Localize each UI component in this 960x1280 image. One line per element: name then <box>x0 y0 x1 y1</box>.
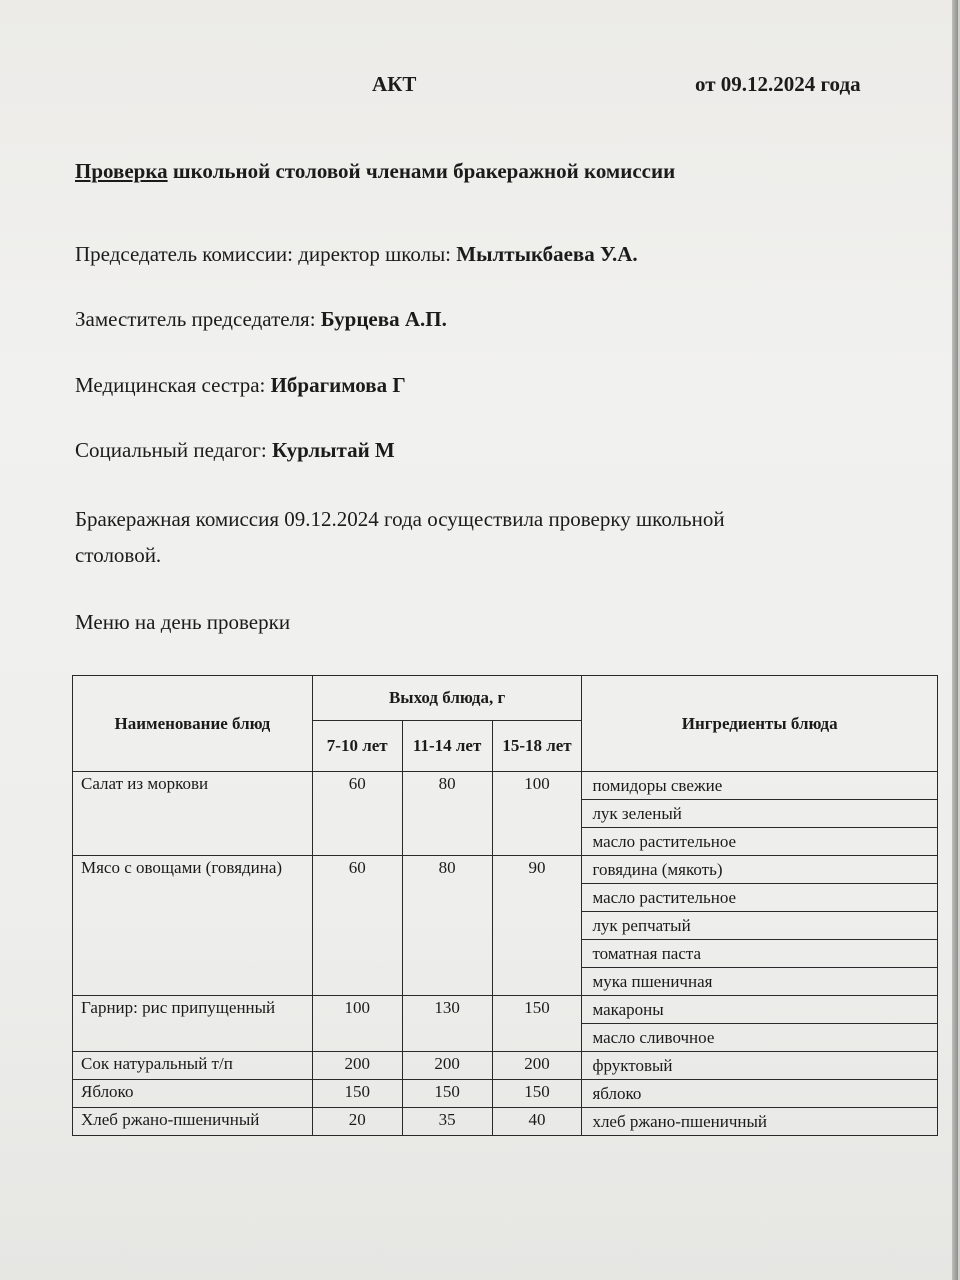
document-subject <box>75 159 675 184</box>
value-11-14: 130 <box>402 996 492 1052</box>
value-7-10: 60 <box>312 772 402 856</box>
member-nurse <box>75 373 406 398</box>
ingredient: мука пшеничная <box>592 972 713 991</box>
value-11-14: 80 <box>402 856 492 996</box>
table-row <box>73 996 938 1052</box>
dish-name: Яблоко <box>73 1080 313 1108</box>
ingredient: помидоры свежие <box>582 772 937 800</box>
value-15-18: 150 <box>492 996 582 1052</box>
ingredient: хлеб ржано-пшеничный <box>592 1112 768 1131</box>
value-11-14: 35 <box>402 1108 492 1136</box>
header-dish-name: Наименование блюд <box>73 676 313 772</box>
ingredients-cell <box>582 772 938 856</box>
table-row <box>73 856 938 996</box>
ingredient: говядина (мякоть) <box>582 856 937 884</box>
statement-line-1: Бракеражная комиссия 09.12.2024 года осуществила проверку школьной <box>75 507 725 531</box>
value-15-18: 100 <box>492 772 582 856</box>
ingredient: фруктовый <box>592 1056 673 1075</box>
document-title: АКТ <box>372 72 417 96</box>
ingredient: лук репчатый <box>582 912 937 940</box>
member-role: Заместитель председателя: <box>75 307 321 331</box>
value-15-18: 90 <box>492 856 582 996</box>
value-7-10: 150 <box>312 1080 402 1108</box>
header-age-15-18: 15-18 лет <box>492 721 582 772</box>
member-chairman <box>75 242 638 267</box>
value-11-14: 80 <box>402 772 492 856</box>
ingredient: масло растительное <box>582 884 937 912</box>
member-role: Социальный педагог: <box>75 438 272 462</box>
value-11-14: 150 <box>402 1080 492 1108</box>
value-11-14: 200 <box>402 1052 492 1080</box>
value-7-10: 200 <box>312 1052 402 1080</box>
ingredient: яблоко <box>592 1084 642 1103</box>
header-age-11-14: 11-14 лет <box>402 721 492 772</box>
subject-underlined: Проверка <box>75 159 168 183</box>
header-age-7-10: 7-10 лет <box>312 721 402 772</box>
ingredients-cell <box>582 1052 938 1080</box>
ingredient: томатная паста <box>582 940 937 968</box>
dish-name: Хлеб ржано-пшеничный <box>73 1108 313 1136</box>
value-15-18: 200 <box>492 1052 582 1080</box>
member-name: Мылтыкбаева У.А. <box>456 242 638 266</box>
page-edge <box>952 0 958 1280</box>
dish-name: Сок натуральный т/п <box>73 1052 313 1080</box>
ingredient: лук зеленый <box>582 800 937 828</box>
table-row <box>73 1052 938 1080</box>
ingredient: масло растительное <box>592 832 737 851</box>
subject-rest: школьной столовой членами бракеражной комиссии <box>167 159 676 183</box>
value-15-18: 40 <box>492 1108 582 1136</box>
member-role: Председатель комиссии: директор школы: <box>75 242 457 266</box>
member-name: Ибрагимова Г <box>270 373 406 397</box>
header-ingredients: Ингредиенты блюда <box>582 676 938 772</box>
member-deputy <box>75 307 447 332</box>
table-row <box>73 1080 938 1108</box>
dish-name: Гарнир: рис припущенный <box>73 996 313 1052</box>
header-output: Выход блюда, г <box>312 676 582 721</box>
table-row <box>73 1108 938 1136</box>
table-row <box>73 772 938 856</box>
ingredient: масло сливочное <box>592 1028 715 1047</box>
value-7-10: 60 <box>312 856 402 996</box>
table-header-row <box>73 676 938 721</box>
ingredients-cell <box>582 856 938 996</box>
statement-line-2: столовой. <box>75 543 162 567</box>
dish-name: Салат из моркови <box>73 772 313 856</box>
ingredients-cell <box>582 1108 938 1136</box>
member-name: Бурцева А.П. <box>320 307 447 331</box>
ingredient: макароны <box>582 996 937 1024</box>
member-social-pedagogue <box>75 438 395 463</box>
value-15-18: 150 <box>492 1080 582 1108</box>
member-role: Медицинская сестра: <box>75 373 271 397</box>
value-7-10: 100 <box>312 996 402 1052</box>
ingredients-cell <box>582 1080 938 1108</box>
member-name: Курлытай М <box>271 438 395 462</box>
ingredients-cell <box>582 996 938 1052</box>
menu-table <box>72 675 938 1136</box>
value-7-10: 20 <box>312 1108 402 1136</box>
menu-title: Меню на день проверки <box>75 610 291 634</box>
dish-name: Мясо с овощами (говядина) <box>73 856 313 996</box>
document-date: от 09.12.2024 года <box>695 72 861 96</box>
